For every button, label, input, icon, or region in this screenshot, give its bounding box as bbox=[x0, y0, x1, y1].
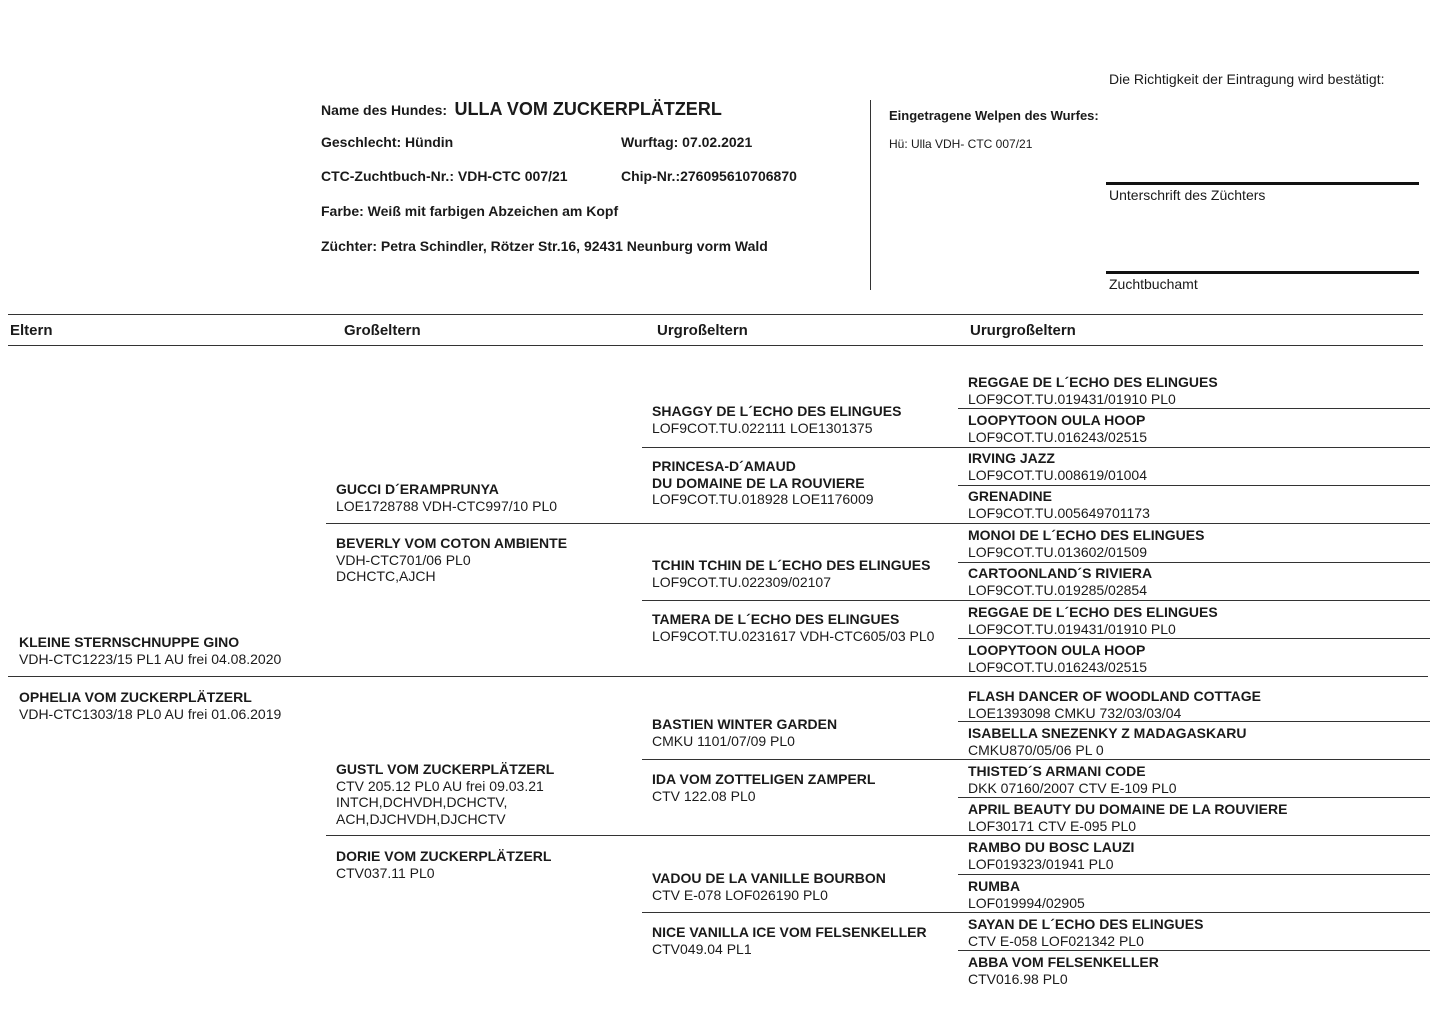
dog-name: APRIL BEAUTY DU DOMAINE DE LA ROUVIERE bbox=[968, 801, 1288, 817]
great-grandparent-6 bbox=[652, 771, 875, 804]
grandparent-3 bbox=[336, 761, 554, 827]
dog-details: LOF9COT.TU.019431/01910 PL0 bbox=[968, 390, 1176, 407]
dog-details: LOE1393098 CMKU 732/03/03/04 bbox=[968, 704, 1182, 721]
dog-name: TAMERA DE L´ECHO DES ELINGUES bbox=[652, 611, 900, 627]
gggp-separator-14 bbox=[958, 950, 1430, 951]
great-great-grandparent-4 bbox=[968, 488, 1150, 521]
gggp-separator-13 bbox=[958, 912, 1430, 913]
studbook-number-field: CTC-Zuchtbuch-Nr.: VDH-CTC 007/21 bbox=[321, 168, 568, 184]
dog-name: BASTIEN WINTER GARDEN bbox=[652, 716, 838, 732]
great-grandparent-1 bbox=[652, 403, 901, 436]
great-great-grandparent-14 bbox=[968, 878, 1085, 911]
dog-name: LOOPYTOON OULA HOOP bbox=[968, 642, 1146, 658]
great-great-grandparent-10 bbox=[968, 725, 1246, 758]
dog-details: LOF019323/01941 PL0 bbox=[968, 855, 1114, 872]
great-great-grandparent-9 bbox=[968, 688, 1261, 721]
great-grandparent-3 bbox=[652, 557, 930, 590]
dog-details: VDH-CTC701/06 PL0 bbox=[336, 551, 471, 568]
dog-name: DORIE VOM ZUCKERPLÄTZERL bbox=[336, 848, 552, 864]
dog-details: CMKU 1101/07/09 PL0 bbox=[652, 732, 795, 749]
dog-details: CTV016.98 PL0 bbox=[968, 970, 1068, 987]
litter-title: Eingetragene Welpen des Wurfes: bbox=[889, 108, 1099, 123]
parent-dam bbox=[19, 689, 281, 722]
column-header-grandparents: Großeltern bbox=[344, 322, 421, 339]
dog-name: KLEINE STERNSCHNUPPE GINO bbox=[19, 634, 240, 650]
dog-titles: ACH,DJCHVDH,DJCHCTV bbox=[336, 810, 506, 827]
great-great-grandparent-5 bbox=[968, 527, 1204, 560]
dog-name: RUMBA bbox=[968, 878, 1021, 894]
dog-name: ISABELLA SNEZENKY Z MADAGASKARU bbox=[968, 725, 1247, 741]
great-great-grandparent-11 bbox=[968, 763, 1177, 796]
dog-name: IRVING JAZZ bbox=[968, 450, 1055, 466]
dog-details: VDH-CTC1303/18 PL0 AU frei 01.06.2019 bbox=[19, 705, 282, 722]
dog-details: CTV 205.12 PL0 AU frei 09.03.21 bbox=[336, 777, 544, 794]
great-grandparent-8 bbox=[652, 924, 927, 957]
litter-pup: Hü: Ulla VDH- CTC 007/21 bbox=[889, 137, 1033, 151]
gggp-separator-9 bbox=[958, 759, 1430, 760]
gggp-separator-10 bbox=[958, 797, 1430, 798]
gggp-separator-12 bbox=[958, 874, 1430, 875]
ggp-separator-5 bbox=[642, 835, 958, 836]
dog-titles: DCHCTC,AJCH bbox=[336, 568, 436, 584]
dog-name: VADOU DE LA VANILLE BOURBON bbox=[652, 870, 886, 886]
certification-statement: Die Richtigkeit der Eintragung wird bestätigt: bbox=[1109, 71, 1385, 87]
dog-name-label: Name des Hundes: bbox=[321, 102, 448, 118]
gggp-separator-3 bbox=[958, 485, 1430, 486]
dog-details: LOF9COT.TU.013602/01509 bbox=[968, 543, 1147, 560]
studbook-office-label: Zuchtbuchamt bbox=[1109, 276, 1198, 292]
great-great-grandparent-3 bbox=[968, 450, 1147, 483]
ggp-separator-3 bbox=[642, 600, 958, 601]
dog-name: GUSTL VOM ZUCKERPLÄTZERL bbox=[336, 761, 555, 777]
dog-details: LOF9COT.TU.019285/02854 bbox=[968, 581, 1147, 598]
color-field: Farbe: Weiß mit farbigen Abzeichen am Kopf bbox=[321, 203, 619, 219]
dog-details: LOF9COT.TU.016243/02515 bbox=[968, 658, 1147, 675]
dog-name-row bbox=[321, 99, 722, 120]
dog-name: CARTOONLAND´S RIVIERA bbox=[968, 565, 1153, 581]
great-great-grandparent-6 bbox=[968, 565, 1152, 598]
dog-details: CMKU870/05/06 PL 0 bbox=[968, 741, 1104, 758]
great-great-grandparent-16 bbox=[968, 954, 1159, 987]
chip-number-field: Chip-Nr.:276095610706870 bbox=[621, 168, 797, 184]
table-top-rule bbox=[8, 314, 1423, 315]
gggp-separator-11 bbox=[958, 835, 1430, 836]
great-great-grandparent-1 bbox=[968, 374, 1218, 407]
grandparents-separator-1 bbox=[326, 523, 642, 524]
gggp-separator-2 bbox=[958, 447, 1430, 448]
dog-titles: INTCH,DCHVDH,DCHCTV, bbox=[336, 794, 508, 810]
dog-details: LOF019994/02905 bbox=[968, 894, 1085, 911]
great-grandparent-7 bbox=[652, 870, 886, 903]
dog-name: ULLA VOM ZUCKERPLÄTZERL bbox=[454, 99, 722, 119]
dog-details: LOE1728788 VDH-CTC997/10 PL0 bbox=[336, 497, 558, 514]
gggp-separator-4 bbox=[958, 523, 1430, 524]
dog-details: CTV E-058 LOF021342 PL0 bbox=[968, 932, 1144, 949]
dog-details: LOF30171 CTV E-095 PL0 bbox=[968, 817, 1137, 834]
litter-date-field: Wurftag: 07.02.2021 bbox=[621, 134, 753, 150]
great-great-grandparent-7 bbox=[968, 604, 1218, 637]
breeder-signature-line bbox=[1106, 182, 1419, 185]
dog-details: LOF9COT.TU.016243/02515 bbox=[968, 428, 1147, 445]
dog-name: RAMBO DU BOSC LAUZI bbox=[968, 839, 1135, 855]
dog-name: FLASH DANCER OF WOODLAND COTTAGE bbox=[968, 688, 1261, 704]
dog-name: BEVERLY VOM COTON AMBIENTE bbox=[336, 535, 568, 551]
grandparent-2 bbox=[336, 535, 567, 585]
dog-details: CTV 122.08 PL0 bbox=[652, 787, 756, 804]
dog-name: REGGAE DE L´ECHO DES ELINGUES bbox=[968, 604, 1218, 620]
dog-name: ABBA VOM FELSENKELLER bbox=[968, 954, 1159, 970]
dog-details: LOF9COT.TU.019431/01910 PL0 bbox=[968, 620, 1176, 637]
dog-details: CTV E-078 LOF026190 PL0 bbox=[652, 886, 828, 903]
parent-sire bbox=[19, 634, 281, 667]
great-great-grandparent-8 bbox=[968, 642, 1147, 675]
breeder-field: Züchter: Petra Schindler, Rötzer Str.16, 92431 Neunburg vorm Wald bbox=[321, 238, 768, 254]
great-grandparent-4 bbox=[652, 611, 934, 644]
dog-name: GUCCI D´ERAMPRUNYA bbox=[336, 481, 499, 497]
gggp-separator-7 bbox=[958, 638, 1430, 639]
ggp-separator-6 bbox=[642, 912, 958, 913]
dog-name: GRENADINE bbox=[968, 488, 1053, 504]
dog-details: LOF9COT.TU.022309/02107 bbox=[652, 573, 831, 590]
ggp-separator-1 bbox=[642, 447, 958, 448]
studbook-office-line bbox=[1106, 271, 1419, 274]
dog-name: PRINCESA-D´AMAUD bbox=[652, 458, 796, 474]
gggp-separator-6 bbox=[958, 600, 1430, 601]
great-great-grandparent-12 bbox=[968, 801, 1287, 834]
column-header-great-grandparents: Urgroßeltern bbox=[657, 322, 748, 339]
sex-field: Geschlecht: Hündin bbox=[321, 134, 454, 150]
header-divider bbox=[870, 100, 871, 290]
dog-name: MONOI DE L´ECHO DES ELINGUES bbox=[968, 527, 1205, 543]
dog-details: CTV049.04 PL1 bbox=[652, 940, 752, 957]
ggp-separator-2 bbox=[642, 523, 958, 524]
grandparent-4 bbox=[336, 848, 551, 881]
great-great-grandparent-15 bbox=[968, 916, 1203, 949]
dog-name: SHAGGY DE L´ECHO DES ELINGUES bbox=[652, 403, 902, 419]
dog-details: LOF9COT.TU.008619/01004 bbox=[968, 466, 1147, 483]
grandparent-1 bbox=[336, 481, 557, 514]
parents-separator bbox=[8, 676, 1428, 677]
great-grandparent-5 bbox=[652, 716, 837, 749]
ggp-separator-4 bbox=[642, 759, 958, 760]
great-great-grandparent-2 bbox=[968, 412, 1147, 445]
table-header-rule bbox=[8, 345, 1423, 346]
column-header-parents: Eltern bbox=[10, 322, 53, 339]
great-great-grandparent-13 bbox=[968, 839, 1134, 872]
gggp-separator-8 bbox=[958, 721, 1430, 722]
breeder-signature-label: Unterschrift des Züchters bbox=[1109, 187, 1266, 203]
gggp-separator-1 bbox=[958, 408, 1430, 409]
dog-name: LOOPYTOON OULA HOOP bbox=[968, 412, 1146, 428]
dog-name: IDA VOM ZOTTELIGEN ZAMPERL bbox=[652, 771, 876, 787]
dog-name: THISTED´S ARMANI CODE bbox=[968, 763, 1146, 779]
dog-name: REGGAE DE L´ECHO DES ELINGUES bbox=[968, 374, 1218, 390]
dog-details: LOF9COT.TU.0231617 VDH-CTC605/03 PL0 bbox=[652, 627, 935, 644]
dog-details: LOF9COT.TU.018928 LOE1176009 bbox=[652, 491, 874, 507]
grandparents-separator-2 bbox=[326, 835, 642, 836]
dog-name: SAYAN DE L´ECHO DES ELINGUES bbox=[968, 916, 1204, 932]
dog-name: OPHELIA VOM ZUCKERPLÄTZERL bbox=[19, 689, 252, 705]
column-header-great-great-grandparents: Ururgroßeltern bbox=[970, 322, 1076, 339]
great-grandparent-2 bbox=[652, 458, 874, 508]
dog-details: LOF9COT.TU.005649701173 bbox=[968, 504, 1150, 521]
dog-details: LOF9COT.TU.022111 LOE1301375 bbox=[652, 419, 873, 436]
dog-name: TCHIN TCHIN DE L´ECHO DES ELINGUES bbox=[652, 557, 931, 573]
dog-details: DKK 07160/2007 CTV E-109 PL0 bbox=[968, 779, 1177, 796]
dog-details: VDH-CTC1223/15 PL1 AU frei 04.08.2020 bbox=[19, 650, 282, 667]
gggp-separator-5 bbox=[958, 562, 1430, 563]
dog-name-line-2: DU DOMAINE DE LA ROUVIERE bbox=[652, 474, 865, 491]
dog-name: NICE VANILLA ICE VOM FELSENKELLER bbox=[652, 924, 927, 940]
dog-details: CTV037.11 PL0 bbox=[336, 864, 435, 881]
